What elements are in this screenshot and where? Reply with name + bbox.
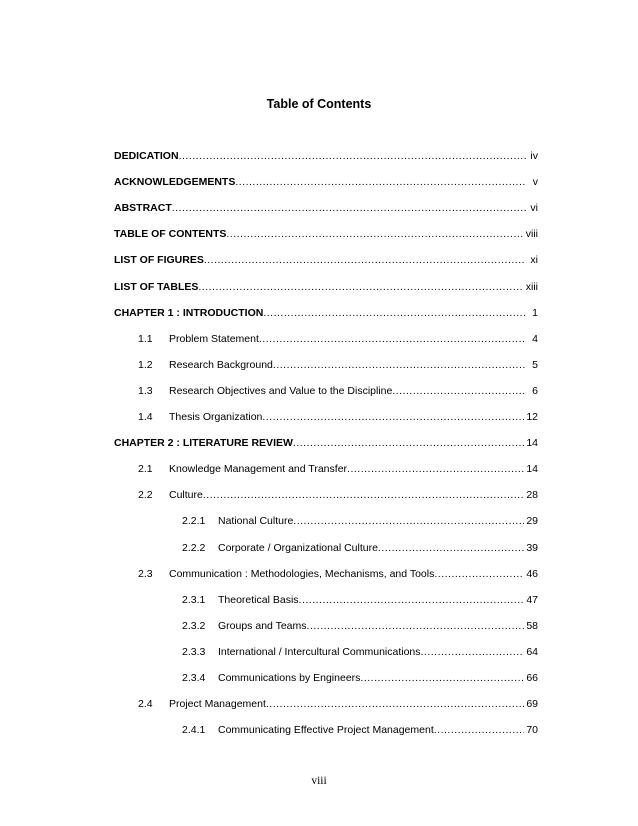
toc-entry-page: v	[532, 176, 538, 188]
toc-dot-leader	[347, 463, 524, 476]
toc-entry-label: ABSTRACT	[114, 202, 172, 214]
toc-entry-number: 2.2.1	[182, 515, 206, 527]
toc-entry-number: 2.2.2	[182, 542, 206, 554]
toc-entry-page: 64	[526, 646, 538, 658]
toc-entry-number: 2.4.1	[182, 724, 206, 736]
toc-dot-leader	[172, 202, 526, 215]
toc-dot-leader	[266, 698, 524, 711]
toc-entry-page: 46	[526, 568, 538, 580]
toc-entry-number: 1.4	[138, 411, 153, 423]
toc-entry[interactable]	[182, 646, 538, 659]
toc-entry[interactable]	[114, 254, 538, 267]
toc-dot-leader	[421, 646, 525, 659]
toc-entry-label: International / Intercultural Communications	[218, 646, 421, 658]
toc-entry[interactable]	[138, 568, 538, 581]
toc-dot-leader	[360, 672, 524, 685]
toc-entry-label: DEDICATION	[114, 150, 179, 162]
toc-entry[interactable]	[138, 698, 538, 711]
toc-entry[interactable]	[114, 307, 538, 320]
page-title: Table of Contents	[266, 97, 372, 111]
toc-dot-leader	[263, 307, 526, 320]
toc-entry-number: 2.3.1	[182, 594, 206, 606]
toc-entry-label: Communications by Engineers	[218, 672, 361, 684]
toc-entry-number: 2.3.2	[182, 620, 206, 632]
toc-entry-page: 47	[526, 594, 538, 606]
toc-entry[interactable]	[182, 542, 538, 555]
toc-entry[interactable]	[114, 281, 538, 294]
toc-entry[interactable]	[182, 620, 538, 633]
toc-entry-page: 39	[526, 542, 538, 554]
toc-entry[interactable]	[138, 411, 538, 424]
toc-dot-leader	[203, 489, 524, 502]
toc-entry-page: 6	[532, 385, 538, 397]
toc-entry-label: ACKNOWLEDGEMENTS	[114, 176, 236, 188]
toc-entry-page: 28	[526, 489, 538, 501]
toc-entry[interactable]	[138, 463, 538, 476]
toc-entry[interactable]	[114, 150, 538, 163]
toc-dot-leader	[198, 281, 523, 294]
toc-dot-leader	[259, 333, 526, 346]
toc-dot-leader	[293, 437, 524, 450]
toc-entry-number: 2.4	[138, 698, 153, 710]
toc-dot-leader	[204, 254, 526, 267]
toc-entry-number: 2.2	[138, 489, 153, 501]
toc-dot-leader	[434, 724, 525, 737]
toc-entry[interactable]	[114, 437, 538, 450]
toc-dot-leader	[299, 594, 525, 607]
toc-entry-page: 4	[532, 333, 538, 345]
toc-entry-label: Research Background	[169, 359, 273, 371]
toc-dot-leader	[262, 411, 524, 424]
toc-entry-page: 66	[526, 672, 538, 684]
toc-entry-number: 2.3	[138, 568, 153, 580]
toc-entry-page: 1	[532, 307, 538, 319]
toc-dot-leader	[235, 176, 526, 189]
toc-dot-leader	[273, 359, 526, 372]
toc-entry-page: vi	[530, 202, 538, 214]
toc-entry-label: LIST OF FIGURES	[114, 254, 204, 266]
toc-entry-number: 2.3.3	[182, 646, 206, 658]
toc-entry-page: 29	[526, 515, 538, 527]
toc-entry-page: 58	[526, 620, 538, 632]
toc-entry-label: Problem Statement	[169, 333, 259, 345]
toc-entry-label: Culture	[169, 489, 203, 501]
toc-entry-label: Knowledge Management and Transfer	[169, 463, 348, 475]
toc-entry[interactable]	[138, 333, 538, 346]
toc-dot-leader	[179, 150, 526, 163]
toc-entry-page: 14	[526, 437, 538, 449]
toc-dot-leader	[307, 620, 525, 633]
toc-entry-label: LIST OF TABLES	[114, 281, 199, 293]
toc-entry-page: 69	[526, 698, 538, 710]
toc-entry-label: National Culture	[218, 515, 294, 527]
toc-dot-leader	[392, 385, 526, 398]
toc-entry[interactable]	[138, 359, 538, 372]
toc-entry-page: 12	[526, 411, 538, 423]
toc-entry-page: iv	[530, 150, 538, 162]
toc-entry-number: 1.3	[138, 385, 153, 397]
toc-entry[interactable]	[182, 672, 538, 685]
toc-dot-leader	[378, 542, 524, 555]
toc-entry-label: CHAPTER 1 : INTRODUCTION	[114, 307, 264, 319]
toc-entry-label: Communication : Methodologies, Mechanisms, and Tools	[169, 568, 435, 580]
toc-entry-label: Theoretical Basis	[218, 594, 299, 606]
toc-entry[interactable]	[138, 489, 538, 502]
toc-entry[interactable]	[138, 385, 538, 398]
toc-entry[interactable]	[114, 228, 538, 241]
toc-entry-number: 2.3.4	[182, 672, 206, 684]
toc-entry-number: 2.1	[138, 463, 153, 475]
toc-entry-number: 1.2	[138, 359, 153, 371]
toc-entry-label: Groups and Teams	[218, 620, 307, 632]
toc-entry-label: Research Objectives and Value to the Discipline	[169, 385, 393, 397]
toc-entry-page: xi	[530, 254, 538, 266]
toc-entry-label: Project Management	[169, 698, 266, 710]
toc-entry-page: viii	[525, 228, 538, 240]
toc-entry[interactable]	[182, 724, 538, 737]
toc-entry[interactable]	[182, 515, 538, 528]
toc-entry-label: CHAPTER 2 : LITERATURE REVIEW	[114, 437, 293, 449]
toc-entry-number: 1.1	[138, 333, 153, 345]
toc-dot-leader	[434, 568, 524, 581]
toc-entry-label: Thesis Organization	[169, 411, 263, 423]
toc-entry-page: 5	[532, 359, 538, 371]
toc-entry-label: TABLE OF CONTENTS	[114, 228, 227, 240]
page-number: viii	[311, 775, 327, 787]
toc-dot-leader	[293, 515, 524, 528]
toc-entry-label: Communicating Effective Project Management	[218, 724, 434, 736]
toc-entry[interactable]	[114, 202, 538, 215]
toc-dot-leader	[226, 228, 523, 241]
toc-entry[interactable]	[182, 594, 538, 607]
toc-entry-page: 14	[526, 463, 538, 475]
toc-entry-page: xiii	[525, 281, 538, 293]
toc-entry-page: 70	[526, 724, 538, 736]
toc-entry-label: Corporate / Organizational Culture	[218, 542, 378, 554]
toc-entry[interactable]	[114, 176, 538, 189]
